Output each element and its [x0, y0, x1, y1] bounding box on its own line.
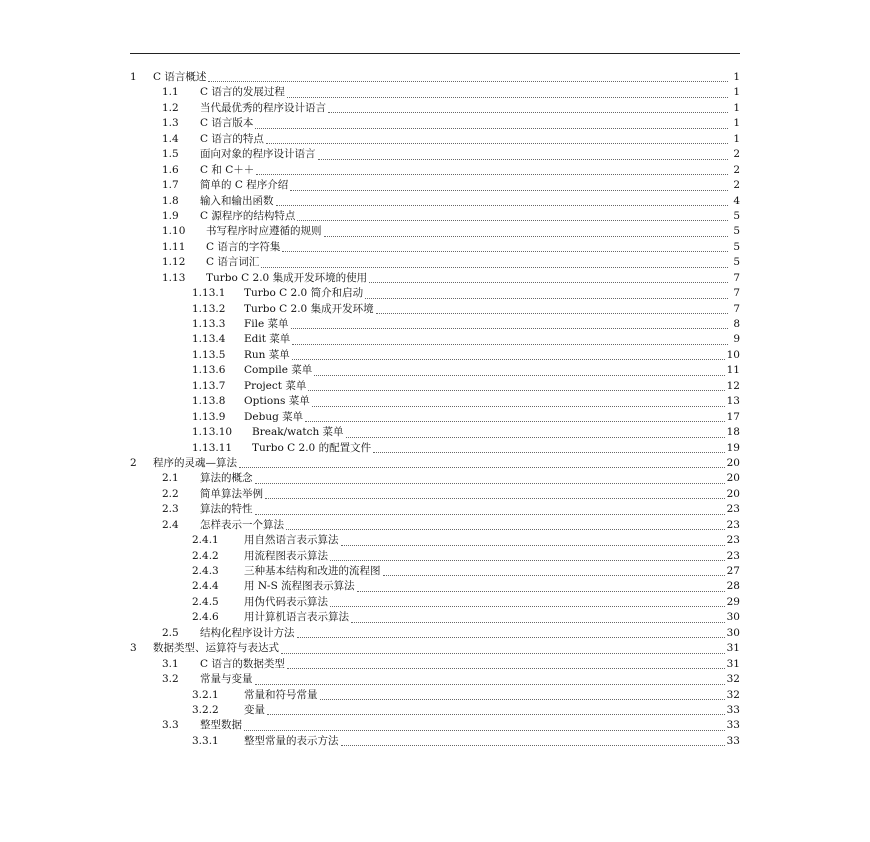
dot-leader [256, 173, 728, 175]
toc-entry-title: 整型数据 [200, 719, 242, 732]
toc-entry-page: 7 [733, 271, 740, 284]
toc-entry-page: 23 [726, 518, 740, 531]
toc-entry-page: 23 [726, 549, 740, 562]
toc-entry-title: C 语言词汇 [206, 256, 260, 269]
toc-entry[interactable] [130, 456, 740, 471]
toc-entry-page: 5 [733, 225, 740, 238]
toc-entry-page: 7 [733, 302, 740, 315]
toc-entry-title: 常量和符号常量 [244, 688, 318, 701]
toc-entry[interactable] [130, 271, 740, 286]
toc-entry-title: Options 菜单 [244, 395, 310, 408]
toc-entry-page: 12 [726, 379, 740, 392]
toc-entry-title: C 源程序的结构特点 [200, 209, 296, 222]
dot-leader [357, 590, 725, 592]
toc-entry-title: 用流程图表示算法 [244, 549, 328, 562]
toc-entry-number: 1.12 [162, 256, 186, 269]
dot-leader [265, 497, 725, 499]
toc-entry-number: 2.2 [162, 487, 179, 500]
toc-entry-page: 32 [726, 673, 740, 686]
toc-entry[interactable] [130, 425, 740, 440]
toc-entry[interactable] [130, 672, 740, 687]
toc-entry-page: 9 [733, 333, 740, 346]
toc-entry-title: 算法的概念 [200, 472, 253, 485]
toc-entry-number: 1 [130, 71, 137, 83]
toc-entry[interactable] [130, 410, 740, 425]
dot-leader [365, 297, 728, 299]
toc-entry[interactable] [130, 718, 740, 733]
toc-entry-page: 31 [726, 642, 740, 655]
dot-leader [314, 374, 724, 376]
toc-entry[interactable] [130, 332, 740, 347]
toc-entry[interactable] [130, 70, 740, 85]
toc-entry[interactable] [130, 471, 740, 486]
toc-entry-number: 2.4.3 [192, 565, 219, 577]
toc-entry-number: 1.13.10 [192, 426, 233, 439]
toc-entry-title: Turbo C 2.0 简介和启动 [244, 287, 364, 300]
toc-entry-title: 怎样表示一个算法 [200, 518, 284, 531]
toc-entry-title: 书写程序时应遵循的规则 [206, 225, 322, 238]
toc-entry[interactable] [130, 626, 740, 641]
toc-entry-title: 整型常量的表示方法 [244, 734, 339, 747]
toc-entry-title: Edit 菜单 [244, 333, 291, 346]
toc-entry-page: 23 [726, 503, 740, 516]
toc-entry[interactable] [130, 394, 740, 409]
toc-entry-title: 变量 [244, 703, 265, 716]
dot-leader [308, 389, 724, 391]
toc-entry[interactable] [130, 147, 740, 162]
toc-entry-number: 3.1 [162, 657, 179, 670]
toc-entry-title: Run 菜单 [244, 348, 290, 361]
toc-entry-number: 2.3 [162, 503, 179, 516]
dot-leader [281, 652, 725, 654]
toc-entry-number: 1.9 [162, 209, 179, 222]
toc-entry-number: 2 [130, 456, 137, 469]
toc-entry-title: Project 菜单 [244, 379, 307, 392]
toc-entry-number: 1.13.4 [192, 333, 226, 346]
toc-entry[interactable] [130, 132, 740, 147]
dot-leader [318, 158, 729, 160]
dot-leader [297, 219, 728, 221]
toc-entry-page: 2 [733, 148, 740, 161]
toc-entry-title: 简单的 C 程序介绍 [200, 179, 289, 192]
toc-entry-title: 用自然语言表示算法 [244, 534, 339, 547]
toc-entry-page: 8 [733, 318, 740, 330]
toc-entry-number: 3 [130, 642, 137, 655]
toc-entry[interactable] [130, 579, 740, 594]
dot-leader [266, 142, 728, 144]
toc-entry[interactable] [130, 224, 740, 239]
toc-entry-title: Turbo C 2.0 集成开发环境 [244, 302, 374, 315]
dot-leader [287, 96, 728, 98]
dot-leader [292, 358, 725, 360]
dot-leader [297, 636, 725, 638]
toc-entry-page: 1 [733, 71, 740, 83]
toc-entry-number: 1.5 [162, 148, 179, 161]
toc-entry[interactable] [130, 564, 740, 579]
toc-entry-page: 20 [726, 472, 740, 485]
toc-entry[interactable] [130, 641, 740, 656]
toc-entry-number: 1.2 [162, 101, 179, 114]
toc-entry-title: C 语言的字符集 [206, 240, 281, 253]
toc-entry-title: C 语言版本 [200, 117, 254, 130]
toc-entry[interactable] [130, 163, 740, 178]
toc-entry-page: 18 [726, 426, 740, 439]
toc-entry[interactable] [130, 610, 740, 625]
toc-entry-page: 20 [726, 456, 740, 469]
toc-entry[interactable] [130, 379, 740, 394]
toc-entry-number: 1.8 [162, 194, 179, 207]
dot-leader [276, 204, 729, 206]
toc-entry[interactable] [130, 502, 740, 517]
toc-entry-page: 13 [726, 395, 740, 408]
toc-entry-title: C 和 C＋＋ [200, 163, 255, 176]
toc-entry-page: 32 [726, 688, 740, 701]
dot-leader [287, 667, 725, 669]
toc-entry[interactable] [130, 703, 740, 718]
dot-leader [267, 713, 725, 715]
toc-entry-page: 2 [733, 163, 740, 176]
toc-entry-title: Compile 菜单 [244, 364, 313, 377]
toc-entry[interactable] [130, 317, 740, 332]
toc-entry-page: 31 [726, 657, 740, 670]
toc-entry-title: 面向对象的程序设计语言 [200, 148, 316, 161]
toc-entry-page: 23 [726, 534, 740, 547]
toc-entry[interactable] [130, 734, 740, 749]
dot-leader [330, 605, 725, 607]
toc-entry-page: 2 [733, 179, 740, 192]
toc-entry-number: 1.13.8 [192, 395, 226, 408]
toc-entry-title: 用计算机语言表示算法 [244, 611, 349, 624]
toc-entry-number: 1.13.1 [192, 287, 226, 300]
toc-entry-page: 27 [726, 565, 740, 577]
toc-entry[interactable] [130, 240, 740, 255]
toc-entry[interactable] [130, 116, 740, 131]
dot-leader [208, 80, 728, 82]
toc-entry-title: C 语言的特点 [200, 132, 264, 145]
toc-entry-title: 数据类型、运算符与表达式 [153, 642, 279, 655]
toc-entry-page: 1 [733, 86, 740, 99]
toc-entry[interactable] [130, 302, 740, 317]
header-rule [130, 53, 740, 54]
toc-entry-title: 结构化程序设计方法 [200, 626, 295, 639]
toc-entry[interactable] [130, 549, 740, 564]
toc-entry-page: 7 [733, 287, 740, 300]
toc-entry-number: 1.13.11 [192, 441, 233, 454]
dot-leader [261, 266, 728, 268]
dot-leader [292, 343, 728, 345]
toc-entry-title: File 菜单 [244, 318, 289, 330]
toc-entry[interactable] [130, 194, 740, 209]
toc-entry-number: 2.1 [162, 472, 179, 485]
toc-entry-page: 1 [733, 117, 740, 130]
toc-entry-number: 1.13.3 [192, 318, 226, 330]
dot-leader [383, 574, 725, 576]
dot-leader [255, 482, 725, 484]
toc-entry[interactable] [130, 533, 740, 548]
dot-leader [305, 420, 724, 422]
toc-entry-number: 1.13.6 [192, 364, 226, 377]
dot-leader [330, 559, 725, 561]
toc-entry-number: 2.4.1 [192, 534, 219, 547]
toc-entry[interactable] [130, 101, 740, 116]
toc-entry-page: 17 [726, 410, 740, 423]
toc-entry[interactable] [130, 518, 740, 533]
toc-entry-number: 3.2.1 [192, 688, 219, 701]
toc-entry-number: 2.4.5 [192, 595, 219, 608]
toc-entry-page: 5 [733, 256, 740, 269]
toc-entry-number: 2.5 [162, 626, 179, 639]
toc-entry-title: 常量与变量 [200, 673, 253, 686]
toc-entry-page: 30 [726, 611, 740, 624]
toc-entry-number: 1.4 [162, 132, 179, 145]
dot-leader [244, 729, 725, 731]
toc-entry[interactable] [130, 286, 740, 301]
toc-entry-page: 11 [726, 364, 740, 377]
toc-entry-page: 30 [726, 626, 740, 639]
dot-leader [320, 698, 725, 700]
toc-entry-page: 1 [733, 101, 740, 114]
dot-leader [328, 111, 728, 113]
toc-entry-number: 3.2 [162, 673, 179, 686]
toc-entry-title: C 语言的数据类型 [200, 657, 285, 670]
toc-entry-title: 简单算法举例 [200, 487, 263, 500]
toc-entry-number: 1.11 [162, 240, 186, 253]
dot-leader [351, 621, 725, 623]
dot-leader [255, 513, 725, 515]
toc-entry-page: 33 [726, 703, 740, 716]
toc-entry[interactable] [130, 487, 740, 502]
toc-entry-number: 2.4 [162, 518, 179, 531]
toc-entry-title: Break/watch 菜单 [252, 426, 344, 439]
toc-entry-number: 1.7 [162, 179, 179, 192]
toc-entry-page: 5 [733, 240, 740, 253]
dot-leader [291, 327, 728, 329]
toc-entry-title: C 语言概述 [153, 71, 207, 83]
toc-entry-title: C 语言的发展过程 [200, 86, 285, 99]
toc-entry-title: 用伪代码表示算法 [244, 595, 328, 608]
toc-entry[interactable] [130, 363, 740, 378]
toc-entry-title: Turbo C 2.0 集成开发环境的使用 [206, 271, 368, 284]
toc-entry-page: 10 [726, 348, 740, 361]
toc-entry[interactable] [130, 85, 740, 100]
toc-entry[interactable] [130, 595, 740, 610]
toc-entry-number: 3.3.1 [192, 734, 219, 747]
toc-entry-page: 33 [726, 734, 740, 747]
toc-entry-page: 4 [733, 194, 740, 207]
dot-leader [312, 405, 725, 407]
toc-entry-number: 1.13.9 [192, 410, 226, 423]
toc-entry[interactable] [130, 255, 740, 270]
toc-entry-page: 29 [726, 595, 740, 608]
dot-leader [341, 544, 725, 546]
toc-entry[interactable] [130, 441, 740, 456]
toc-entry-number: 1.6 [162, 163, 179, 176]
toc-entry[interactable] [130, 657, 740, 672]
toc-entry-page: 28 [726, 580, 740, 593]
toc-entry-page: 20 [726, 487, 740, 500]
dot-leader [324, 235, 729, 237]
toc-entry-number: 1.10 [162, 225, 186, 238]
toc-entry-number: 1.13.2 [192, 302, 226, 315]
toc-entry-number: 2.4.4 [192, 580, 219, 593]
dot-leader [369, 281, 728, 283]
toc-entry-title: Turbo C 2.0 的配置文件 [252, 441, 372, 454]
dot-leader [282, 250, 728, 252]
toc-entry-page: 19 [726, 441, 740, 454]
toc-entry[interactable] [130, 348, 740, 363]
toc-entry-number: 2.4.2 [192, 549, 219, 562]
toc-entry-number: 3.2.2 [192, 703, 219, 716]
dot-leader [346, 436, 725, 438]
dot-leader [255, 683, 725, 685]
dot-leader [255, 127, 728, 129]
toc-entry-number: 1.1 [162, 86, 179, 99]
toc-entry[interactable] [130, 688, 740, 703]
toc-entry-title: 当代最优秀的程序设计语言 [200, 101, 326, 114]
toc-entry-title: Debug 菜单 [244, 410, 304, 423]
toc-entry-page: 1 [733, 132, 740, 145]
dot-leader [290, 189, 728, 191]
toc-entry[interactable] [130, 178, 740, 193]
toc-entry-page: 33 [726, 719, 740, 732]
toc-entry-number: 3.3 [162, 719, 179, 732]
toc-entry-number: 1.13.7 [192, 379, 226, 392]
dot-leader [239, 466, 725, 468]
toc-entry-number: 1.3 [162, 117, 179, 130]
dot-leader [373, 451, 725, 453]
toc-entry-title: 三种基本结构和改进的流程图 [244, 565, 381, 577]
toc-entry-number: 1.13.5 [192, 348, 226, 361]
dot-leader [341, 744, 725, 746]
dot-leader [376, 312, 728, 314]
toc-entry-title: 输入和输出函数 [200, 194, 274, 207]
dot-leader [286, 528, 725, 530]
toc-entry-number: 2.4.6 [192, 611, 219, 624]
toc-entry-title: 算法的特性 [200, 503, 253, 516]
toc-entry-number: 1.13 [162, 271, 186, 284]
toc-entry-page: 5 [733, 209, 740, 222]
table-of-contents [130, 70, 740, 749]
toc-entry-title: 用 N-S 流程图表示算法 [244, 580, 355, 593]
toc-entry[interactable] [130, 209, 740, 224]
toc-entry-title: 程序的灵魂—算法 [153, 456, 237, 469]
